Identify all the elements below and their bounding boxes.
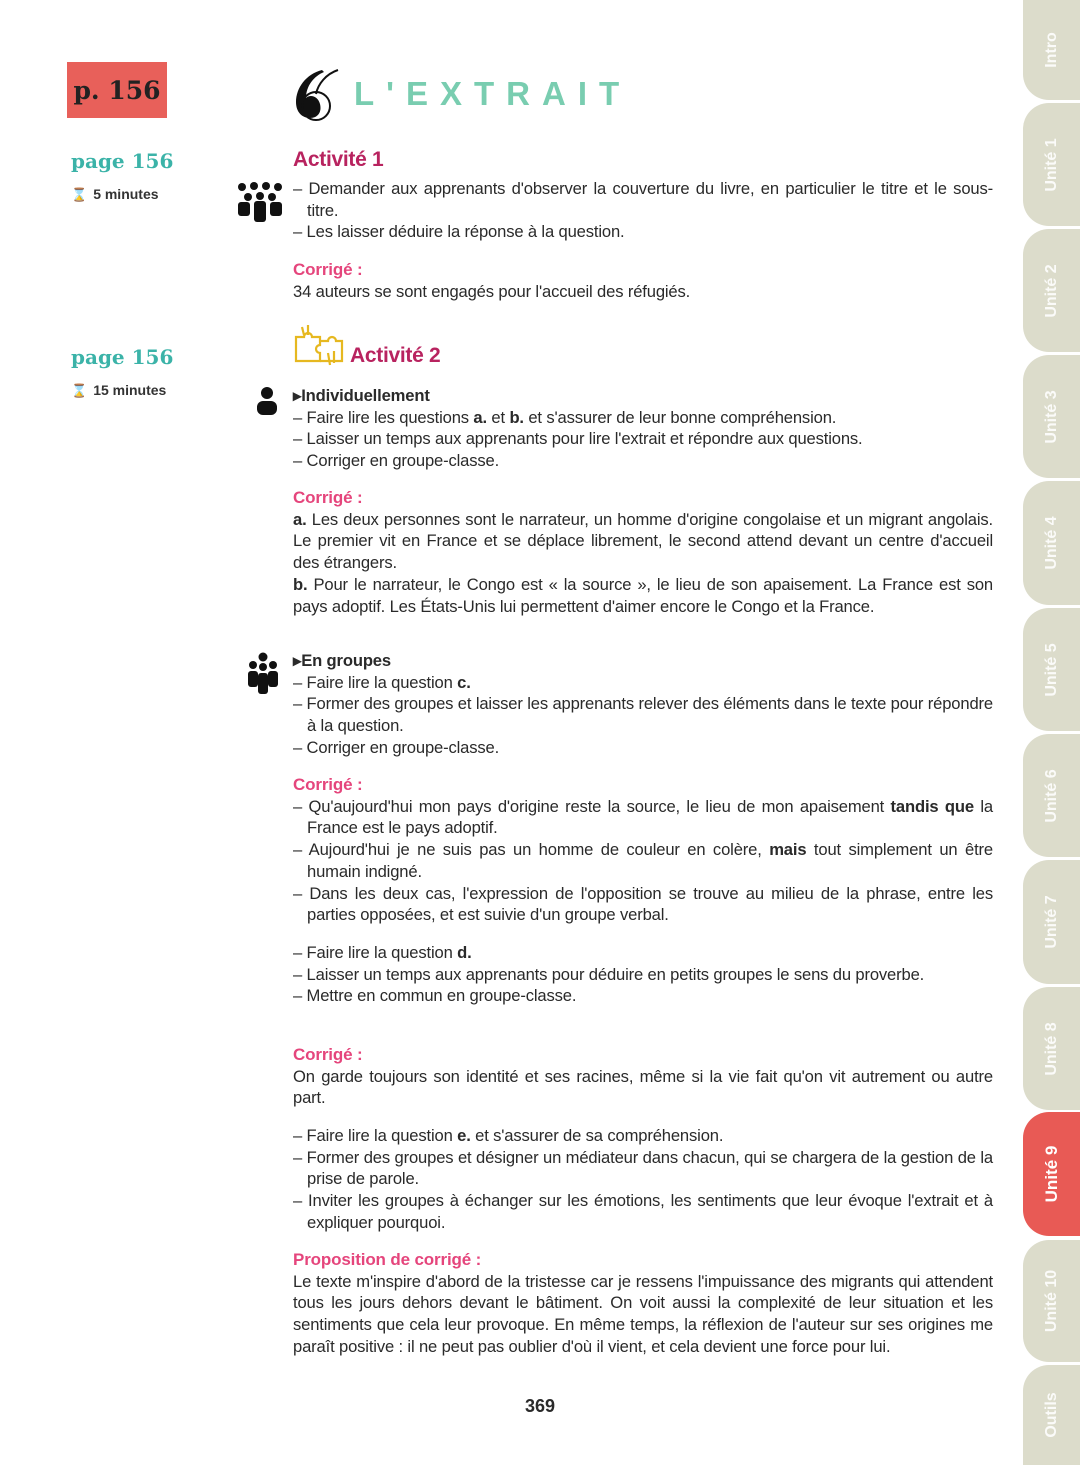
text: – Laisser un temps aux apprenants pour déduire en petits groupes le sens du proverbe. xyxy=(293,964,925,984)
activity-2-title: Activité 2 xyxy=(350,344,441,367)
groups-answer xyxy=(293,774,993,926)
page-badge-label: p. 156 xyxy=(73,75,161,105)
list-item xyxy=(293,178,993,221)
hourglass-icon: ⌛ xyxy=(71,187,88,202)
bold-text: a. xyxy=(293,509,307,529)
page-reference: page 156 xyxy=(71,149,174,173)
list-item xyxy=(293,942,993,964)
tab-label: Unité 5 xyxy=(1042,642,1060,697)
list-item xyxy=(293,450,993,472)
small-group-icon xyxy=(246,652,280,694)
question-e-steps xyxy=(293,1125,993,1234)
section-header xyxy=(292,66,631,122)
bold-text: e. xyxy=(457,1126,471,1145)
list-item xyxy=(293,796,993,839)
list-item xyxy=(293,221,993,243)
tab-intro[interactable] xyxy=(1023,0,1080,100)
activity-1-title: Activité 1 xyxy=(293,148,384,171)
duration-label: 15 minutes xyxy=(93,382,167,398)
activity-1-answer xyxy=(293,259,993,302)
text: – Faire lire la question xyxy=(293,943,458,962)
corrige-label: Corrigé : xyxy=(293,1045,363,1064)
tab-unit-2[interactable] xyxy=(1023,229,1080,352)
text: – Qu'aujourd'hui mon pays d'origine reste la source, le lieu de mon apaisement xyxy=(293,796,891,816)
page-badge xyxy=(67,62,167,118)
puzzle-hands-icon xyxy=(292,323,346,369)
duration xyxy=(71,186,159,203)
groups-heading xyxy=(293,650,993,672)
bold-text: mais xyxy=(769,840,807,860)
list-item xyxy=(293,428,993,450)
proposition-corrige-label: Proposition de corrigé : xyxy=(293,1250,482,1269)
tab-label: Unité 2 xyxy=(1042,263,1060,318)
tab-label: Unité 10 xyxy=(1042,1269,1060,1333)
text: et s'assurer de sa compréhension. xyxy=(470,1126,724,1145)
question-d-answer xyxy=(293,1044,993,1109)
text: – Faire lire la question xyxy=(293,1126,458,1145)
triangle-icon: ▸ xyxy=(293,651,302,670)
tab-label: Unité 8 xyxy=(1042,1021,1060,1076)
corrige-label: Corrigé : xyxy=(293,488,363,507)
tab-label: Unité 3 xyxy=(1042,389,1060,444)
answer-text xyxy=(293,281,993,303)
question-d-steps xyxy=(293,942,993,1007)
groups-section xyxy=(293,650,993,759)
paragraph xyxy=(293,281,993,303)
tab-unit-9[interactable] xyxy=(1023,1112,1080,1236)
corrige-label: Corrigé : xyxy=(293,775,363,794)
tab-label: Unité 9 xyxy=(1041,1145,1061,1203)
tab-unit-3[interactable] xyxy=(1023,355,1080,478)
text: la France est le pays adoptif. xyxy=(307,796,993,838)
section-title: L'EXTRAIT xyxy=(354,75,632,112)
text: – Inviter les groupes à échanger sur les émotions, les sentiments que leur évoque l'extrait et à expliquer pourquoi. xyxy=(293,1191,993,1232)
text: Les deux personnes sont le narrateur, un homme d'origine congolaise et un migrant angolais. Le premier vit en France et se déplace librement, le second attend devant un centre d'accueil des étrangers. xyxy=(293,509,993,573)
page-reference: page 156 xyxy=(71,345,174,369)
tab-label: Unité 1 xyxy=(1042,137,1060,192)
bold-text: b. xyxy=(293,574,308,594)
individual-section xyxy=(293,385,993,472)
paragraph xyxy=(293,574,993,617)
text: – Former des groupes et laisser les apprenants relever des éléments dans le texte pour répondre à la question. xyxy=(293,694,993,736)
answer-text xyxy=(293,1066,993,1109)
list-item xyxy=(293,1147,993,1190)
tab-label: Unité 6 xyxy=(1042,768,1060,823)
list-item xyxy=(293,737,993,759)
text: – Former des groupes et désigner un médiateur dans chacun, qui se chargera de la gestion de la prise de parole. xyxy=(293,1147,993,1189)
individual-steps xyxy=(293,407,993,472)
text: tout simplement un être humain indigné. xyxy=(307,840,993,881)
duration xyxy=(71,382,166,399)
tab-label: Unité 7 xyxy=(1042,895,1060,949)
text: – Les laisser déduire la réponse à la question. xyxy=(293,222,625,242)
list-item xyxy=(293,1125,993,1147)
individual-heading xyxy=(293,385,993,407)
text: – Aujourd'hui je ne suis pas un homme de couleur en colère, xyxy=(293,840,770,860)
text: – Mettre en commun en groupe-classe. xyxy=(293,986,577,1006)
list-item xyxy=(293,693,993,736)
group-icon xyxy=(236,182,284,222)
text: On garde toujours son identité et ses racines, même si la vie fait qu'on vit autrement ou autre part. xyxy=(293,1066,993,1108)
answer-text xyxy=(293,509,993,618)
hourglass-icon: ⌛ xyxy=(71,383,88,398)
bold-text: b. xyxy=(509,407,524,427)
paragraph xyxy=(293,1271,993,1358)
text: Le texte m'inspire d'abord de la tristesse car je ressens l'impuissance des migrants qui attendent tous les jours dehors devant le bâtiment. On voit aussi la complexité de leur situation et les sentiments que cela leur provoque. En même temps, la réflexion de l'auteur sur ses origines me paraît positive : il ne peut pas oublier d'où il vient, et cela devient une force pour lui. xyxy=(293,1271,993,1356)
text: – Faire lire les questions xyxy=(293,407,474,427)
groups-steps xyxy=(293,672,993,759)
tab-label: Outils xyxy=(1042,1392,1060,1438)
list-item xyxy=(293,1190,993,1233)
tab-unit-6[interactable] xyxy=(1023,734,1080,857)
bold-text: tandis que xyxy=(890,796,974,816)
individual-label: Individuellement xyxy=(301,386,430,405)
tab-unit-8[interactable] xyxy=(1023,987,1080,1110)
bold-text: a. xyxy=(473,407,487,427)
duration-label: 5 minutes xyxy=(93,186,159,202)
page-number: 369 xyxy=(524,1396,556,1416)
bold-text: d. xyxy=(457,943,472,962)
person-icon xyxy=(256,386,278,416)
text: et s'assurer de leur bonne compréhension. xyxy=(523,407,837,427)
quote-mark-icon xyxy=(292,66,340,122)
corrige-label: Corrigé : xyxy=(293,260,363,279)
list-item xyxy=(293,672,993,694)
text: Pour le narrateur, le Congo est « la source », le lieu de son apaisement. La France est son pays adoptif. Les États-Unis lui permettent d'aimer encore le Congo et la France. xyxy=(293,574,993,616)
tab-unit-1[interactable] xyxy=(1023,103,1080,226)
list-item xyxy=(293,964,993,986)
tab-unit-7[interactable] xyxy=(1023,860,1080,984)
triangle-icon: ▸ xyxy=(293,386,302,405)
answer-list xyxy=(293,796,993,926)
list-item xyxy=(293,407,993,429)
tab-unit-4[interactable] xyxy=(1023,481,1080,605)
list-item xyxy=(293,985,993,1007)
groups-label: En groupes xyxy=(301,651,391,670)
text: – Laisser un temps aux apprenants pour lire l'extrait et répondre aux questions. xyxy=(293,429,863,449)
text: et xyxy=(486,407,510,427)
text: – Dans les deux cas, l'expression de l'opposition se trouve au milieu de la phrase, entre les parties opposées, et est suivie d'un groupe verbal. xyxy=(293,883,993,925)
text: – Demander aux apprenants d'observer la couverture du livre, en particulier le titre et le sous-titre. xyxy=(293,179,993,220)
text: – Faire lire la question xyxy=(293,672,458,692)
text: – Corriger en groupe-classe. xyxy=(293,451,500,471)
list-item xyxy=(293,839,993,882)
tab-unit-5[interactable] xyxy=(1023,608,1080,731)
individual-answer xyxy=(293,487,993,617)
answer-text xyxy=(293,1271,993,1358)
text: 34 auteurs se sont engagés pour l'accueil des réfugiés. xyxy=(293,281,691,301)
paragraph xyxy=(293,1066,993,1109)
activity-1-steps xyxy=(293,178,993,243)
tab-outils[interactable] xyxy=(1023,1365,1080,1465)
list-item xyxy=(293,883,993,926)
tab-label: Unité 4 xyxy=(1042,516,1060,570)
paragraph xyxy=(293,509,993,574)
bold-text: c. xyxy=(457,672,471,692)
tab-label: Intro xyxy=(1042,32,1060,68)
tab-unit-10[interactable] xyxy=(1023,1240,1080,1362)
text: – Corriger en groupe-classe. xyxy=(293,737,500,757)
question-e-answer xyxy=(293,1249,993,1358)
